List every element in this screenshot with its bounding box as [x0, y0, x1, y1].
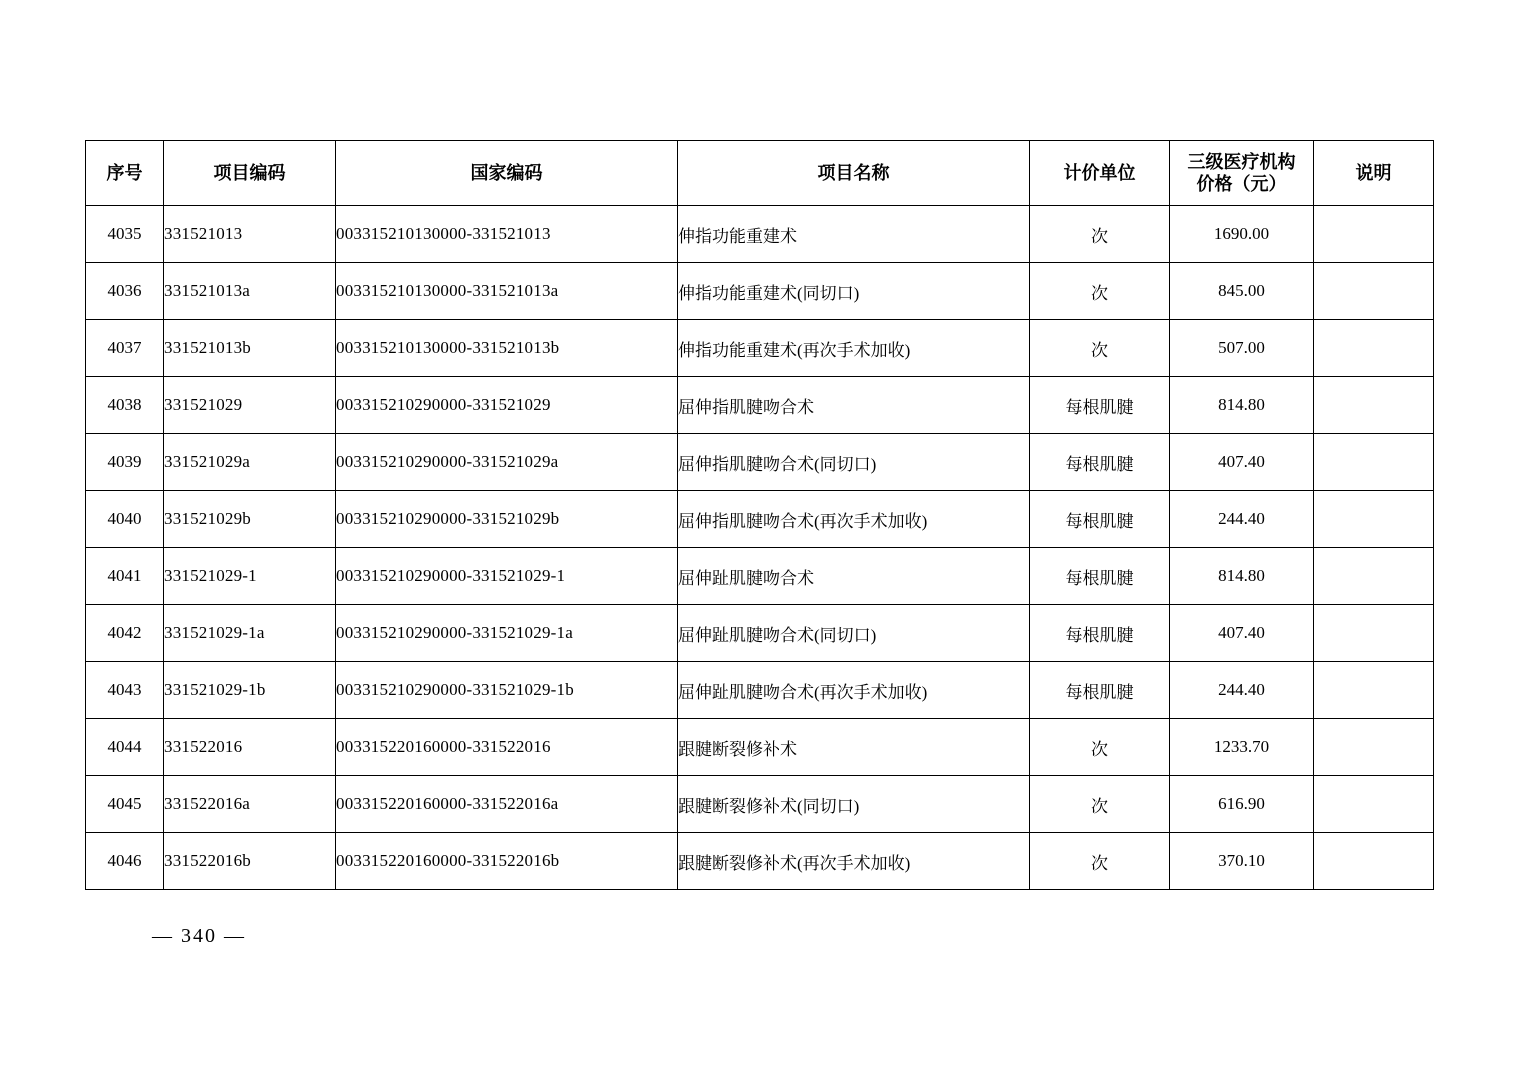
cell-item-name: 屈伸趾肌腱吻合术: [678, 548, 1030, 605]
cell-unit: 每根肌腱: [1030, 662, 1170, 719]
column-header-price: [1170, 141, 1314, 206]
cell-price: 244.40: [1170, 662, 1314, 719]
table-header: [86, 141, 1434, 206]
table-row: [86, 662, 1434, 719]
column-header-national-code: 国家编码: [336, 141, 678, 206]
cell-sequence: 4040: [86, 491, 164, 548]
medical-price-table: [85, 140, 1434, 890]
cell-item-name: 伸指功能重建术(同切口): [678, 263, 1030, 320]
cell-remark: [1314, 263, 1434, 320]
cell-item-name: 伸指功能重建术(再次手术加收): [678, 320, 1030, 377]
cell-remark: [1314, 719, 1434, 776]
cell-sequence: 4036: [86, 263, 164, 320]
cell-remark: [1314, 548, 1434, 605]
cell-item-name: 屈伸趾肌腱吻合术(同切口): [678, 605, 1030, 662]
table-row: [86, 548, 1434, 605]
cell-remark: [1314, 206, 1434, 263]
cell-unit: 次: [1030, 206, 1170, 263]
cell-unit: 每根肌腱: [1030, 605, 1170, 662]
table-row: [86, 719, 1434, 776]
cell-item-code: 331521029-1b: [164, 662, 336, 719]
cell-unit: 次: [1030, 719, 1170, 776]
cell-item-code: 331521029b: [164, 491, 336, 548]
cell-unit: 每根肌腱: [1030, 434, 1170, 491]
cell-national-code: 003315210290000-331521029-1a: [336, 605, 678, 662]
cell-national-code: 003315220160000-331522016b: [336, 833, 678, 890]
cell-item-code: 331521029a: [164, 434, 336, 491]
cell-item-code: 331521029-1a: [164, 605, 336, 662]
cell-remark: [1314, 491, 1434, 548]
cell-unit: 次: [1030, 263, 1170, 320]
cell-sequence: 4038: [86, 377, 164, 434]
cell-remark: [1314, 434, 1434, 491]
cell-unit: 次: [1030, 776, 1170, 833]
cell-sequence: 4035: [86, 206, 164, 263]
table-header-row: [86, 141, 1434, 206]
cell-item-code: 331522016: [164, 719, 336, 776]
table-row: [86, 833, 1434, 890]
column-header-item-code: 项目编码: [164, 141, 336, 206]
cell-remark: [1314, 833, 1434, 890]
cell-item-code: 331522016a: [164, 776, 336, 833]
cell-national-code: 003315210290000-331521029b: [336, 491, 678, 548]
cell-item-name: 屈伸指肌腱吻合术(再次手术加收): [678, 491, 1030, 548]
table-row: [86, 434, 1434, 491]
cell-item-code: 331521029-1: [164, 548, 336, 605]
column-header-price-line2: 价格（元）: [1196, 174, 1287, 194]
cell-sequence: 4042: [86, 605, 164, 662]
cell-remark: [1314, 605, 1434, 662]
column-header-item-name: 项目名称: [678, 141, 1030, 206]
cell-price: 1690.00: [1170, 206, 1314, 263]
cell-remark: [1314, 320, 1434, 377]
cell-remark: [1314, 662, 1434, 719]
cell-item-code: 331522016b: [164, 833, 336, 890]
cell-national-code: 003315210130000-331521013: [336, 206, 678, 263]
column-header-unit: 计价单位: [1030, 141, 1170, 206]
price-table-container: [85, 140, 1433, 890]
table-row: [86, 320, 1434, 377]
cell-national-code: 003315220160000-331522016: [336, 719, 678, 776]
cell-price: 845.00: [1170, 263, 1314, 320]
table-row: [86, 263, 1434, 320]
cell-item-name: 跟腱断裂修补术: [678, 719, 1030, 776]
cell-sequence: 4037: [86, 320, 164, 377]
table-row: [86, 605, 1434, 662]
cell-item-name: 伸指功能重建术: [678, 206, 1030, 263]
cell-sequence: 4045: [86, 776, 164, 833]
cell-item-name: 跟腱断裂修补术(再次手术加收): [678, 833, 1030, 890]
cell-remark: [1314, 377, 1434, 434]
cell-unit: 次: [1030, 833, 1170, 890]
cell-sequence: 4039: [86, 434, 164, 491]
cell-national-code: 003315210290000-331521029: [336, 377, 678, 434]
cell-item-code: 331521013b: [164, 320, 336, 377]
cell-price: 616.90: [1170, 776, 1314, 833]
cell-price: 244.40: [1170, 491, 1314, 548]
column-header-remark: 说明: [1314, 141, 1434, 206]
cell-price: 370.10: [1170, 833, 1314, 890]
cell-sequence: 4043: [86, 662, 164, 719]
cell-price: 1233.70: [1170, 719, 1314, 776]
table-row: [86, 776, 1434, 833]
cell-sequence: 4041: [86, 548, 164, 605]
cell-national-code: 003315210290000-331521029-1b: [336, 662, 678, 719]
cell-national-code: 003315210130000-331521013a: [336, 263, 678, 320]
cell-national-code: 003315220160000-331522016a: [336, 776, 678, 833]
cell-sequence: 4046: [86, 833, 164, 890]
cell-sequence: 4044: [86, 719, 164, 776]
cell-national-code: 003315210290000-331521029a: [336, 434, 678, 491]
cell-item-name: 屈伸指肌腱吻合术(同切口): [678, 434, 1030, 491]
cell-item-code: 331521029: [164, 377, 336, 434]
cell-price: 407.40: [1170, 605, 1314, 662]
column-header-sequence: 序号: [86, 141, 164, 206]
cell-national-code: 003315210290000-331521029-1: [336, 548, 678, 605]
table-row: [86, 377, 1434, 434]
cell-price: 814.80: [1170, 548, 1314, 605]
cell-item-name: 屈伸指肌腱吻合术: [678, 377, 1030, 434]
cell-price: 507.00: [1170, 320, 1314, 377]
cell-unit: 每根肌腱: [1030, 377, 1170, 434]
cell-unit: 每根肌腱: [1030, 548, 1170, 605]
cell-item-name: 屈伸趾肌腱吻合术(再次手术加收): [678, 662, 1030, 719]
table-row: [86, 206, 1434, 263]
table-row: [86, 491, 1434, 548]
cell-price: 814.80: [1170, 377, 1314, 434]
cell-unit: 每根肌腱: [1030, 491, 1170, 548]
cell-national-code: 003315210130000-331521013b: [336, 320, 678, 377]
cell-price: 407.40: [1170, 434, 1314, 491]
page-number: — 340 —: [152, 925, 246, 947]
column-header-price-line1: 三级医疗机构: [1187, 151, 1296, 172]
cell-item-code: 331521013a: [164, 263, 336, 320]
cell-item-name: 跟腱断裂修补术(同切口): [678, 776, 1030, 833]
cell-item-code: 331521013: [164, 206, 336, 263]
cell-remark: [1314, 776, 1434, 833]
cell-unit: 次: [1030, 320, 1170, 377]
table-body: [86, 206, 1434, 890]
